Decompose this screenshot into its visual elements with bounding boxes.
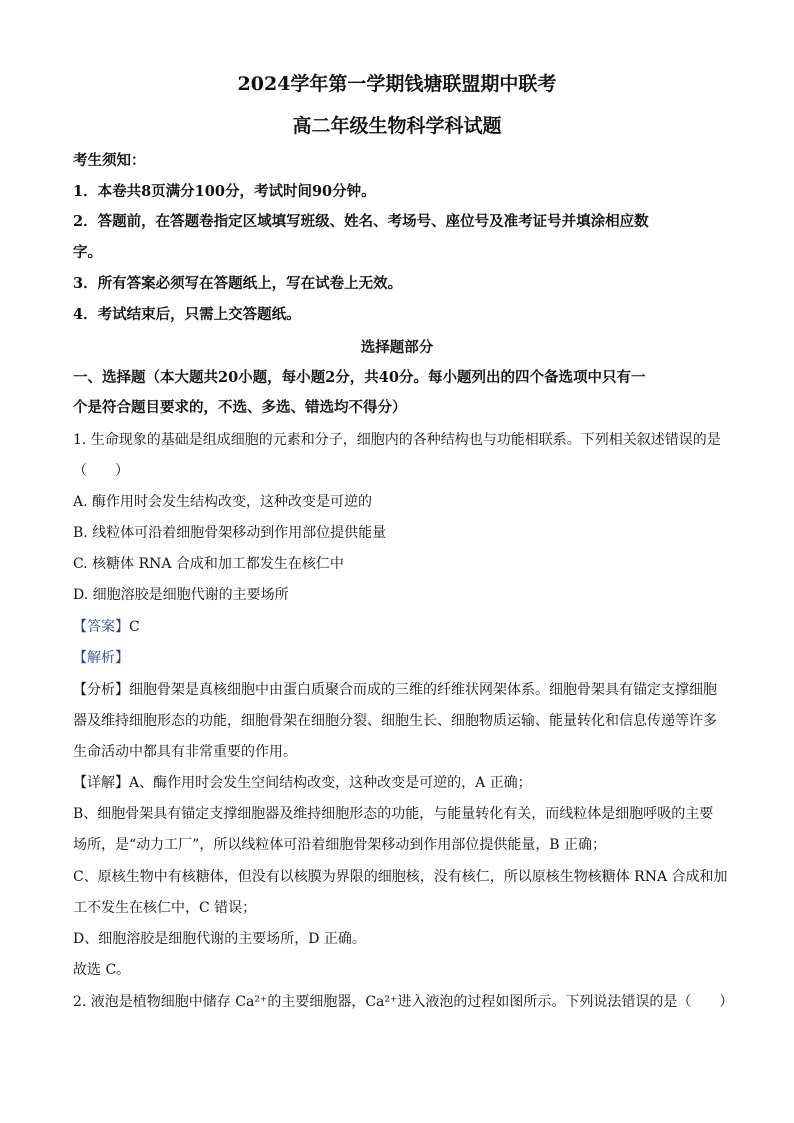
notice-item-2: 2．答题前，在答题卷指定区域填写班级、姓名、考场号、座位号及准考证号并填涂相应数 bbox=[73, 213, 649, 230]
section-instruction: 一、选择题（本大题共20小题，每小题2分，共40分。每小题列出的四个备选项中只有一 bbox=[73, 369, 646, 386]
analysis-summary-tag: 【分析】 bbox=[73, 682, 129, 698]
notice-item-3: 3．所有答案必须写在答题纸上，写在试卷上无效。 bbox=[73, 275, 403, 292]
analysis-summary-continued: 器及维持细胞形态的功能，细胞骨架在细胞分裂、细胞生长、细胞物质运输、能量转化和信息传递等许多 bbox=[73, 713, 717, 729]
analysis-summary-text: 细胞骨架是真核细胞中由蛋白质聚合而成的三维的纤维状网架体系。细胞骨架具有锚定支撑细胞 bbox=[129, 682, 717, 698]
detail-c: C、原核生物中有核糖体，但没有以核膜为界限的细胞核，没有核仁，所以原核生物核糖体 RNA 合成和加 bbox=[73, 869, 728, 885]
detail-a bbox=[73, 773, 733, 793]
question-1-option-a: A. 酶作用时会发生结构改变，这种改变是可逆的 bbox=[73, 494, 373, 510]
question-2-stem: 2. 液泡是植物细胞中储存 Ca²⁺的主要细胞器，Ca²⁺进入液泡的过程如图所示。下列说法错误的是（ ） bbox=[73, 994, 734, 1010]
exam-subtitle: 高二年级生物科学科试题 bbox=[292, 115, 502, 137]
analysis-summary bbox=[73, 680, 733, 700]
notice-item-4: 4．考试结束后，只需上交答题纸。 bbox=[73, 306, 301, 323]
detail-c-continued: 工不发生在核仁中，C 错误； bbox=[73, 900, 257, 916]
notice-item-1: 1．本卷共8页满分100分，考试时间90分钟。 bbox=[73, 183, 376, 200]
detail-tag: 【详解】 bbox=[73, 775, 129, 791]
answer-tag: 【答案】 bbox=[73, 619, 129, 635]
question-1-option-c: C. 核糖体 RNA 合成和加工都发生在核仁中 bbox=[73, 556, 344, 572]
question-1-stem: 1. 生命现象的基础是组成细胞的元素和分子，细胞内的各种结构也与功能相联系。下列相关叙述错误的是 bbox=[73, 432, 721, 448]
section-title: 选择题部分 bbox=[360, 339, 434, 356]
section-instruction-continued: 个是符合题目要求的，不选、多选、错选均不得分） bbox=[73, 399, 407, 416]
conclusion: 故选 C。 bbox=[73, 962, 131, 978]
notice-heading: 考生须知： bbox=[73, 152, 146, 169]
question-1-option-d: D. 细胞溶胶是细胞代谢的主要场所 bbox=[73, 587, 289, 603]
detail-a-text: A、酶作用时会发生空间结构改变，这种改变是可逆的，A 正确； bbox=[129, 775, 532, 791]
analysis-tag: 【解析】 bbox=[73, 650, 129, 666]
question-1-option-b: B. 线粒体可沿着细胞骨架移动到作用部位提供能量 bbox=[73, 525, 387, 541]
analysis-summary-end: 生命活动中都具有非常重要的作用。 bbox=[73, 744, 297, 760]
exam-title: 2024学年第一学期钱塘联盟期中联考 bbox=[237, 73, 557, 95]
detail-b: B、细胞骨架具有锚定支撑细胞器及维持细胞形态的功能，与能量转化有关，而线粒体是细胞呼吸的主要 bbox=[73, 806, 714, 822]
answer-line bbox=[73, 617, 733, 637]
detail-d: D、细胞溶胶是细胞代谢的主要场所，D 正确。 bbox=[73, 931, 366, 947]
detail-b-continued: 场所，是“动力工厂”，所以线粒体可沿着细胞骨架移动到作用部位提供能量，B 正确； bbox=[73, 837, 607, 853]
notice-item-2-continued: 字。 bbox=[73, 244, 102, 261]
answer-value: C bbox=[129, 619, 140, 635]
question-1-blank: （ ） bbox=[73, 463, 129, 479]
